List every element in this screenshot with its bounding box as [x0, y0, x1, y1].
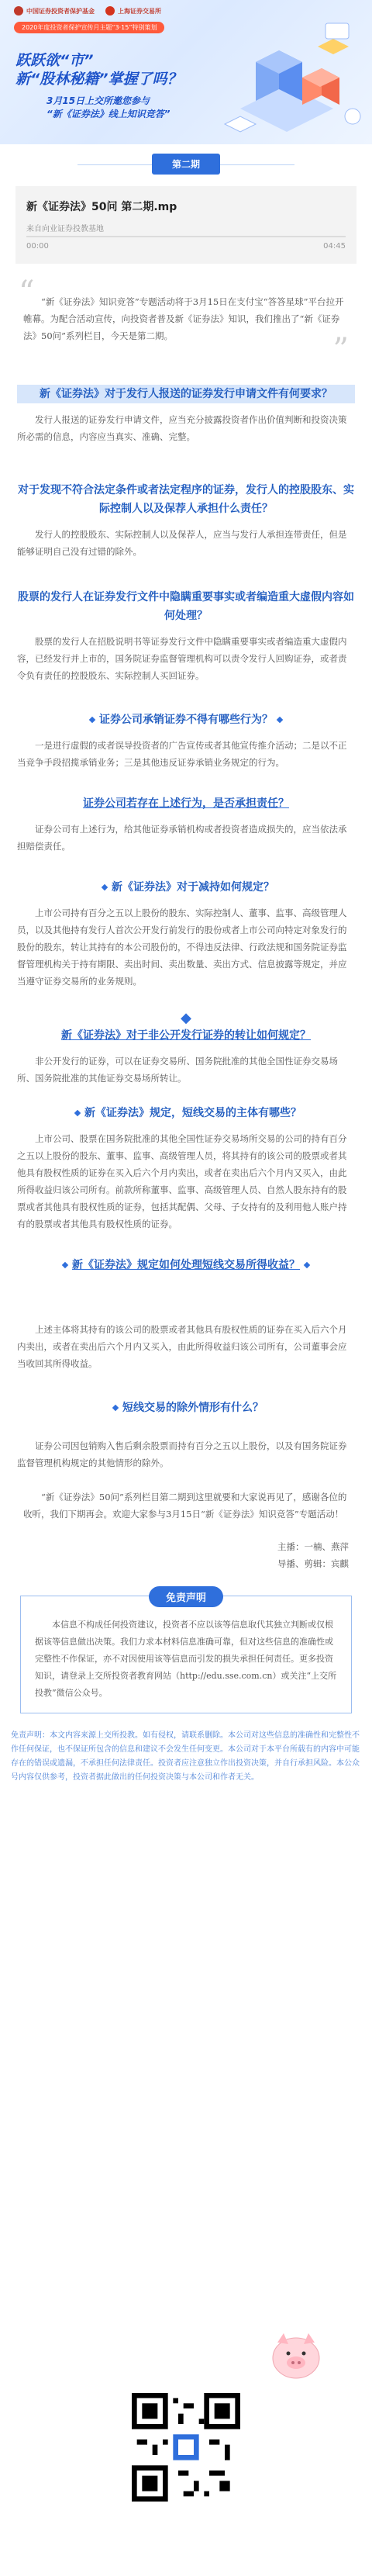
question-2: 对于发现不符合法定条件或者法定程序的证券，发行人的控股股东、实际控制人以及保荐人承担什么责任？: [18, 484, 354, 515]
outro: [23, 1489, 349, 1572]
banner-subtitle: 3月15日上交所邀您参与 “新《证券法》线上知识竞答”: [46, 95, 170, 119]
pig-mascot-icon: [267, 2327, 326, 2381]
disclaimer-label: 免责声明: [149, 1586, 223, 1607]
answer-6: 上市公司持有百分之五以上股份的股东、实际控制人、董事、监事、高级管理人员，以及其他持有发行人首次公开发行前发行的股份或者上市公司向特定对象发行的股份的股东，转让其持有的本公司股份的，不得违反法律、行政法规和国务院证券监督管理机构关于持有期限、卖出时间、卖出数量、卖出方式、信息披露等规定，并应当遵守证券交易所的业务规则。: [17, 908, 347, 987]
credits-hosts: 主播：一楠、燕萍: [277, 1541, 349, 1552]
answer-2: 发行人的控股股东、实际控制人以及保荐人，应当与发行人承担连带责任，但是能够证明自己没有过错的除外。: [17, 529, 347, 557]
intro-text: “新《证券法》知识竞答”专题活动将于3月15日在支付宝“答答星球”平台拉开帷幕。为配合活动宣传，向投资者普及新《证券法》知识，我们推出了“新《证券法》50问”系列栏目，今天是第二期。: [23, 296, 344, 341]
audio-progress-bar[interactable]: [26, 236, 346, 237]
answer-10: 证券公司因包销购入售后剩余股票而持有百分之五以上股份，以及有国务院证券监督管理机构规定的其他情形的除外。: [17, 1440, 347, 1468]
question-4: 证券公司承销证券不得有哪些行为？: [17, 711, 355, 729]
header-banner: [0, 0, 372, 144]
banner-logos: [14, 6, 161, 16]
answer-5: 证券公司有上述行为，给其他证券承销机构或者投资者造成损失的，应当依法承担赔偿责任。: [17, 824, 347, 852]
qa-item-2: [17, 481, 355, 560]
question-6: 新《证券法》对于减持如何规定？: [17, 878, 355, 897]
qr-code-icon: [132, 2393, 240, 2502]
qa-item-8: [17, 1104, 355, 1233]
disclaimer-box: [20, 1592, 352, 1713]
audio-source: 来自向业证券投教基地: [26, 225, 104, 233]
qa-item-7: [17, 1010, 355, 1087]
question-5: 证券公司若存在上述行为，是否承担责任？: [83, 797, 289, 810]
qa-item-3: [17, 588, 355, 684]
answer-8: 上市公司、股票在国务院批准的其他全国性证券交易场所交易的公司的持有百分之五以上股份的股东、董事、监事、高级管理人员，将其持有的该公司的股票或者其他具有股权性质的证券在买入后六个月内卖出，或者在卖出后六个月内又买入，由此所得收益归该公司所有。前款所称董事、监事、高级管理人员、自然人股东持有的股票或者其他具有股权性质的证券，包括其配偶、父母、子女持有的及利用他人账户持有的股票或者其他具有股权性质的证券。: [17, 1133, 347, 1229]
disclaimer-text: 本信息不构成任何投资建议，投资者不应以该等信息取代其独立判断或仅根据该等信息做出决策。我们力求本材料信息准确可靠，但对这些信息的准确性或完整性不作保证，亦不对因使用该等信息而引发的损失承担任何责任。更多投资知识，请登录上交所投资者教育网站（http://edu.sse.com.cn）或关注“上交所投教”微信公众号。: [35, 1620, 337, 1698]
question-7: 新《证券法》对于非公开发行证券的转让如何规定？: [61, 1029, 311, 1042]
question-9: 新《证券法》规定如何处理短线交易所得收益？: [17, 1256, 355, 1274]
isometric-city-illustration: [209, 16, 372, 144]
qa-item-9: [17, 1256, 355, 1372]
qa-item-1: [17, 385, 355, 445]
answer-4: 一是进行虚假的或者误导投资者的广告宣传或者其他宣传推介活动；二是以不正当竞争手段招揽承销业务；三是其他违反证券承销业务规定的行为。: [17, 740, 347, 768]
diamond-icon: [277, 717, 283, 723]
qr-code[interactable]: [132, 2393, 240, 2505]
qa-item-4: [17, 711, 355, 771]
question-3: 股票的发行人在证券发行文件中隐瞒重要事实或者编造重大虚假内容如何处理？: [18, 591, 354, 622]
audio-time-end: 04:45: [323, 242, 346, 251]
audio-title: 新《证券法》50问 第二期.mp: [26, 201, 177, 213]
question-1: 新《证券法》对于发行人报送的证券发行申请文件有何要求？: [17, 385, 355, 403]
diamond-icon: [74, 1110, 81, 1116]
question-10: 短线交易的除外情形有什么？: [17, 1399, 355, 1417]
question-8: 新《证券法》规定，短线交易的主体有哪些？: [17, 1104, 355, 1122]
audio-player[interactable]: [16, 186, 356, 264]
period-label: 第二期: [152, 154, 220, 175]
diamond-icon: [102, 884, 108, 890]
investor-protection-logo: 中国证券投资者保护基金: [14, 6, 95, 16]
credits-editors: 导播、剪辑：宾麒: [277, 1558, 349, 1569]
outro-text: “新《证券法》50问”系列栏目第二期到这里就要和大家说再见了，感谢各位的收听，我们下期再会。欢迎大家参与3月15日“新《证券法》知识竞答”专题活动！: [23, 1492, 347, 1520]
close-quote-icon: ”: [332, 332, 349, 368]
diamond-icon: [89, 717, 95, 723]
banner-tag: 2020年度投资者保护宣传月主题“3·15”特别策划: [14, 22, 164, 33]
qa-item-10: [17, 1399, 355, 1471]
sse-logo: 上海证券交易所: [105, 6, 161, 16]
qa-item-6: [17, 878, 355, 990]
diamond-icon: [62, 1262, 68, 1268]
diamond-icon: ◆: [181, 1010, 191, 1026]
footnote: 免责声明：本文内容来源上交所投教。如有侵权，请联系删除。本公司对这些信息的准确性和完整性不作任何保证，也不保证所包含的信息和建议不会发生任何变更。本公司对于本平台所载有的内容中可能存在的错误或遗漏，不承担任何法律责任。投资者应注意独立作出投资决策，并自行承担风险。本公众号内容仅供参考，投资者据此做出的任何投资决策与本公司和作者无关。: [11, 1731, 360, 1782]
answer-9: 上述主体将其持有的该公司的股票或者其他具有股权性质的证券在买入后六个月内卖出，或者在卖出后六个月内又买入，由此所得收益归该公司所有，公司董事会应当收回其所得收益。: [17, 1324, 347, 1369]
answer-1: 发行人报送的证券发行申请文件，应当充分披露投资者作出价值判断和投资决策所必需的信息，内容应当真实、准确、完整。: [17, 414, 347, 442]
answer-7: 非公开发行的证券，可以在证券交易所、国务院批准的其他全国性证券交易场所、国务院批准的其他证券交易场所转让。: [17, 1056, 338, 1084]
audio-time-start: 00:00: [26, 242, 49, 251]
qa-item-5: [17, 794, 355, 855]
intro-quote: [19, 275, 349, 368]
answer-3: 股票的发行人在招股说明书等证券发行文件中隐瞒重要事实或者编造重大虚假内容，已经发行并上市的，国务院证券监督管理机构可以责令发行人回购证券，或者责令负有责任的控股股东、实际控制人买回证券。: [17, 636, 347, 681]
diamond-icon: [304, 1262, 310, 1268]
period-header: [0, 154, 372, 175]
diamond-icon: [112, 1405, 119, 1411]
banner-headline: 跃跃欲“市” 新“股林秘籍”掌握了吗？: [16, 52, 182, 88]
open-quote-icon: “: [19, 275, 35, 310]
